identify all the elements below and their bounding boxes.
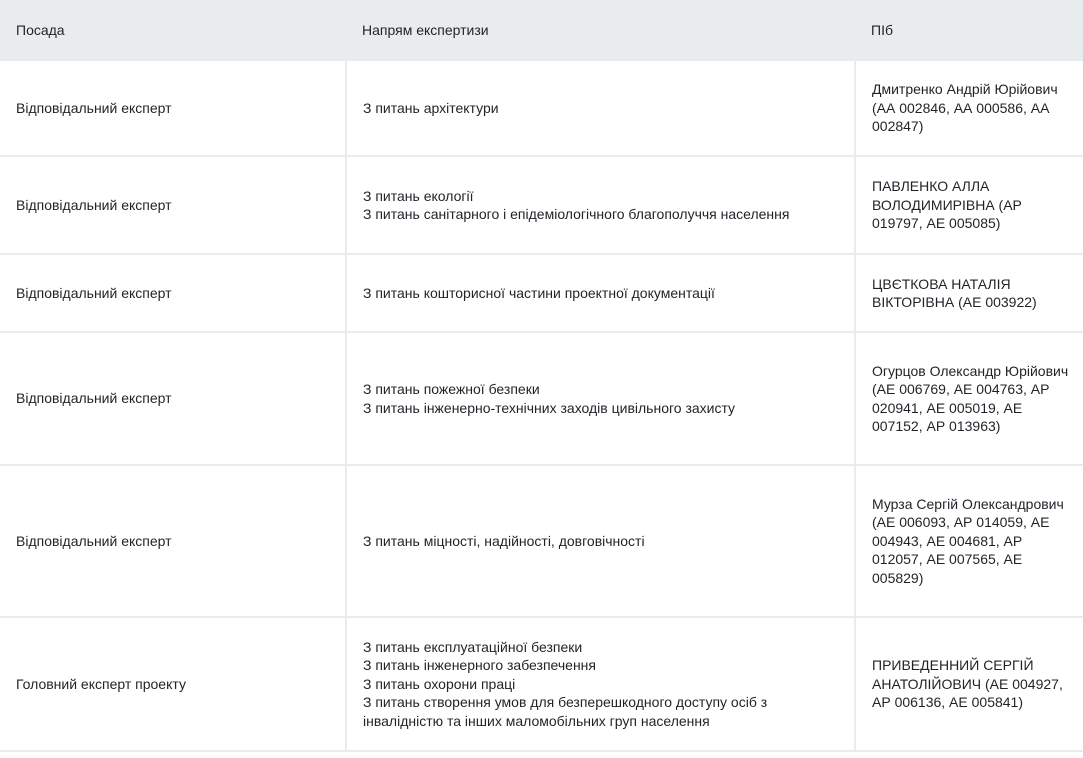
direction-item: З питань санітарного і епідеміологічного благополуччя населення — [363, 206, 790, 222]
table-body — [0, 60, 1083, 751]
table-row — [0, 332, 1083, 465]
direction-item: З питань міцності, надійності, довговічності — [363, 532, 645, 549]
header-row — [0, 0, 1083, 60]
table-row — [0, 254, 1083, 332]
position-cell: Відповідальний експерт — [0, 60, 346, 156]
direction-cell — [346, 465, 855, 617]
position-cell: Відповідальний експерт — [0, 332, 346, 465]
direction-item: З питань пожежної безпеки — [363, 381, 540, 397]
name-cell: ПАВЛЕНКО АЛЛА ВОЛОДИМИРІВНА (АР 019797, АЕ 005085) — [855, 156, 1083, 254]
header-name: ПІб — [871, 21, 893, 38]
table-row — [0, 60, 1083, 156]
table-row — [0, 156, 1083, 254]
direction-item: З питань створення умов для безперешкодного доступу осіб з інвалідністю та інших маломобільних груп населення — [363, 694, 768, 729]
name-cell: ПРИВЕДЕННИЙ СЕРГІЙ АНАТОЛІЙОВИЧ (АЕ 004927, АР 006136, АЕ 005841) — [855, 617, 1083, 751]
direction-item: З питань екології — [363, 187, 474, 204]
direction-item: З питань інженерного забезпечення — [363, 657, 596, 674]
direction-item: З питань експлуатаційної безпеки — [363, 638, 583, 655]
position-cell: Головний експерт проекту — [0, 617, 346, 751]
position-cell: Відповідальний експерт — [0, 465, 346, 617]
position-cell: Відповідальний експерт — [0, 156, 346, 254]
direction-item: З питань кошторисної частини проектної документації — [363, 284, 715, 301]
direction-cell — [346, 60, 855, 156]
table-row — [0, 465, 1083, 617]
name-cell: Мурза Сергій Олександрович (АЕ 006093, АР 014059, АЕ 004943, АЕ 004681, АР 012057, АЕ 007565, АЕ 005829) — [855, 465, 1083, 617]
header-direction: Напрям експертизи — [362, 21, 489, 38]
direction-item: З питань інженерно-технічних заходів цивільного захисту — [363, 399, 736, 416]
direction-cell — [346, 332, 855, 465]
header-position: Посада — [16, 21, 65, 38]
direction-cell — [346, 156, 855, 254]
position-cell: Відповідальний експерт — [0, 254, 346, 332]
direction-item: З питань охорони праці — [363, 675, 516, 692]
direction-cell — [346, 254, 855, 332]
name-cell: ЦВЄТКОВА НАТАЛІЯ ВІКТОРІВНА (АЕ 003922) — [855, 254, 1083, 332]
direction-cell — [346, 617, 855, 751]
table-row — [0, 617, 1083, 751]
name-cell: Дмитренко Андрій Юрійович (АА 002846, АА 000586, АА 002847) — [855, 60, 1083, 156]
table-header — [0, 0, 1083, 60]
direction-item: З питань архітектури — [363, 99, 499, 116]
name-cell: Огурцов Олександр Юрійович (АЕ 006769, АЕ 004763, АР 020941, АЕ 005019, АЕ 007152, АР 013963) — [855, 332, 1083, 465]
